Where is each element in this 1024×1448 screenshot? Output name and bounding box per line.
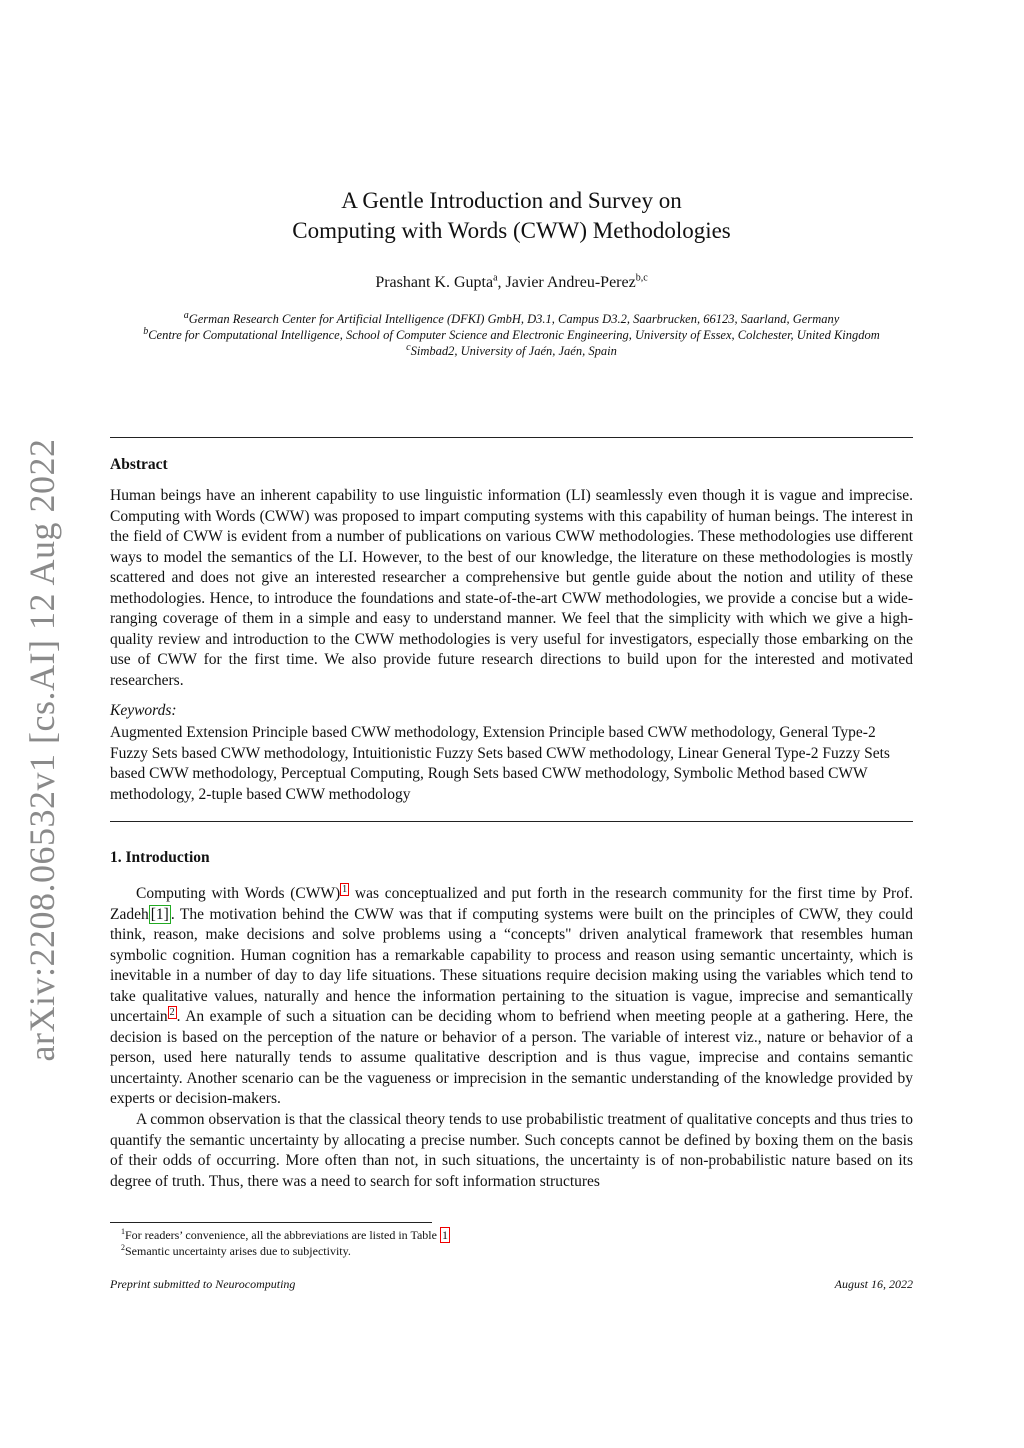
author-separator: , [497,274,506,291]
affiliation-b [110,327,913,343]
footnote-2 [110,1243,913,1259]
footnote-1-text: For readers’ convenience, all the abbreviations are listed in Table [125,1228,440,1242]
affiliation-c [110,343,913,359]
footnote-2-text: Semantic uncertainty arises due to subjectivity. [125,1244,351,1258]
affiliation-b-text: Centre for Computational Intelligence, School of Computer Science and Electronic Engineering, University of Essex, Colchester, United Kingdom [148,328,880,342]
affiliation-b-mark: b [143,325,149,337]
abstract-top-rule [110,437,913,438]
keywords-list: Augmented Extension Principle based CWW methodology, Extension Principle based CWW methodology, General Type-2 Fuzzy Sets based CWW methodology, Intuitionistic Fuzzy Sets based CWW methodology, Linear General Type-2 Fuzzy Sets based CWW methodology, Perceptual Computing, Rough Sets based CWW methodology, Symbolic Method based CWW methodology, 2-tuple based CWW methodology [110,724,890,803]
footnote-1-number: 1 [121,1227,125,1236]
introduction-paragraph-2: A common observation is that the classical theory tends to use probabilistic treatment of qualitative concepts and thus tries to quantify the semantic uncertainty by allocating a precise number. Such concepts cannot be defined by boxing them on the basis of their odds of occurring. More often than not, in such situations, the uncertainty is of non-probabilistic nature based on its degree of truth. Thus, there was a need to search for soft information structures [110,1111,913,1190]
footer-preprint-note: Preprint submitted to Neurocomputing [110,1277,296,1291]
footnote-rule [110,1222,432,1223]
footnote-1 [110,1227,913,1243]
author-1-affil: a [493,272,498,284]
footnote-2-link[interactable]: 2 [169,1006,175,1018]
intro-p1-text-d: . An example of such a situation can be deciding whom to befriend when meeting people at a gathering. Here, the decision is based on the perception of the nature or behavior of a person. The variable of interest viz., nature or behavior of a person, used here naturally tends to assume qualitative description and is thus vague, imprecise and contains semantic uncertainty. Another scenario can be the vagueness or imprecision in the semantic understanding of the knowledge provided by experts or decision-makers. [110,1008,913,1107]
table-1-link[interactable]: 1 [441,1228,448,1242]
introduction-paragraph-1 [110,884,913,1110]
affiliation-a-text: German Research Center for Artificial Intelligence (DFKI) GmbH, D3.1, Campus D3.2, Saarbrucken, 66123, Saarland, Germany [188,312,840,326]
affiliation-c-mark: c [406,341,411,353]
intro-p1-text-a: Computing with Words (CWW) [136,885,341,902]
intro-p1-text-c: . The motivation behind the CWW was that if computing systems were built on the principles of CWW, they could think, reason, make decisions and solve problems using a “concepts" driven analytical framework that resembles human symbolic cognition. Human cognition has a remarkable capability to process and reason using semantic uncertainty, which is inevitable in a number of day to day life situations. These situations require decision making using the variables which tend to take qualitative values, naturally and hence the information pertaining to the situation is vague, imprecise and semantically uncertain [110,905,913,1025]
abstract-bottom-rule [110,821,913,822]
author-list [110,274,913,292]
author-2-affil: b,c [635,272,648,284]
footer-date: August 16, 2022 [834,1277,913,1291]
intro-p1-text-b: was conceptualized and put forth in the research community for the first time by Prof. Zadeh [110,885,913,923]
title-line-2: Computing with Words (CWW) Methodologies [292,218,731,243]
abstract-text: Human beings have an inherent capability to use linguistic information (LI) seamlessly even though it is vague and imprecise. Computing with Words (CWW) was proposed to impart computing systems with this capability of human beings. The interest in the field of CWW is evident from a number of publications on various CWW methodologies. These methodologies use different ways to model the semantics of the LI. However, to the best of our knowledge, the literature on these methodologies is mostly scattered and does not give an interested researcher a comprehensive but gentle guide about the notion and utility of these methodologies. Hence, to introduce the foundations and state-of-the-art CWW methodologies, we provide a concise but a wide-ranging coverage of them in a simple and easy to understand manner. We feel that the simplicity with which we give a high-quality review and introduction to the CWW methodologies is very useful for investigators, especially those embarking on the use of CWW for the first time. We also provide future research directions to build upon for the interested and motivated researchers. [110,487,913,689]
affiliation-c-text: Simbad2, University of Jaén, Jaén, Spain [410,344,617,358]
affiliation-a [110,311,913,327]
footnotes [110,1227,913,1259]
author-2: Javier Andreu-Perez [505,274,636,291]
footnote-2-number: 2 [121,1243,125,1252]
footnote-1-link[interactable]: 1 [342,883,348,895]
paper-title [110,186,913,246]
title-line-1: A Gentle Introduction and Survey on [341,188,682,213]
keywords-label: Keywords: [110,702,177,719]
affiliations [110,311,913,359]
arxiv-identifier: arXiv:2208.06532v1 [cs.AI] 12 Aug 2022 [22,438,62,1062]
author-1: Prashant K. Gupta [375,274,494,291]
abstract-heading: Abstract [110,456,168,473]
affiliation-a-mark: a [183,309,189,321]
introduction-heading: 1. Introduction [110,849,210,866]
citation-1-link[interactable]: [1] [150,905,169,923]
